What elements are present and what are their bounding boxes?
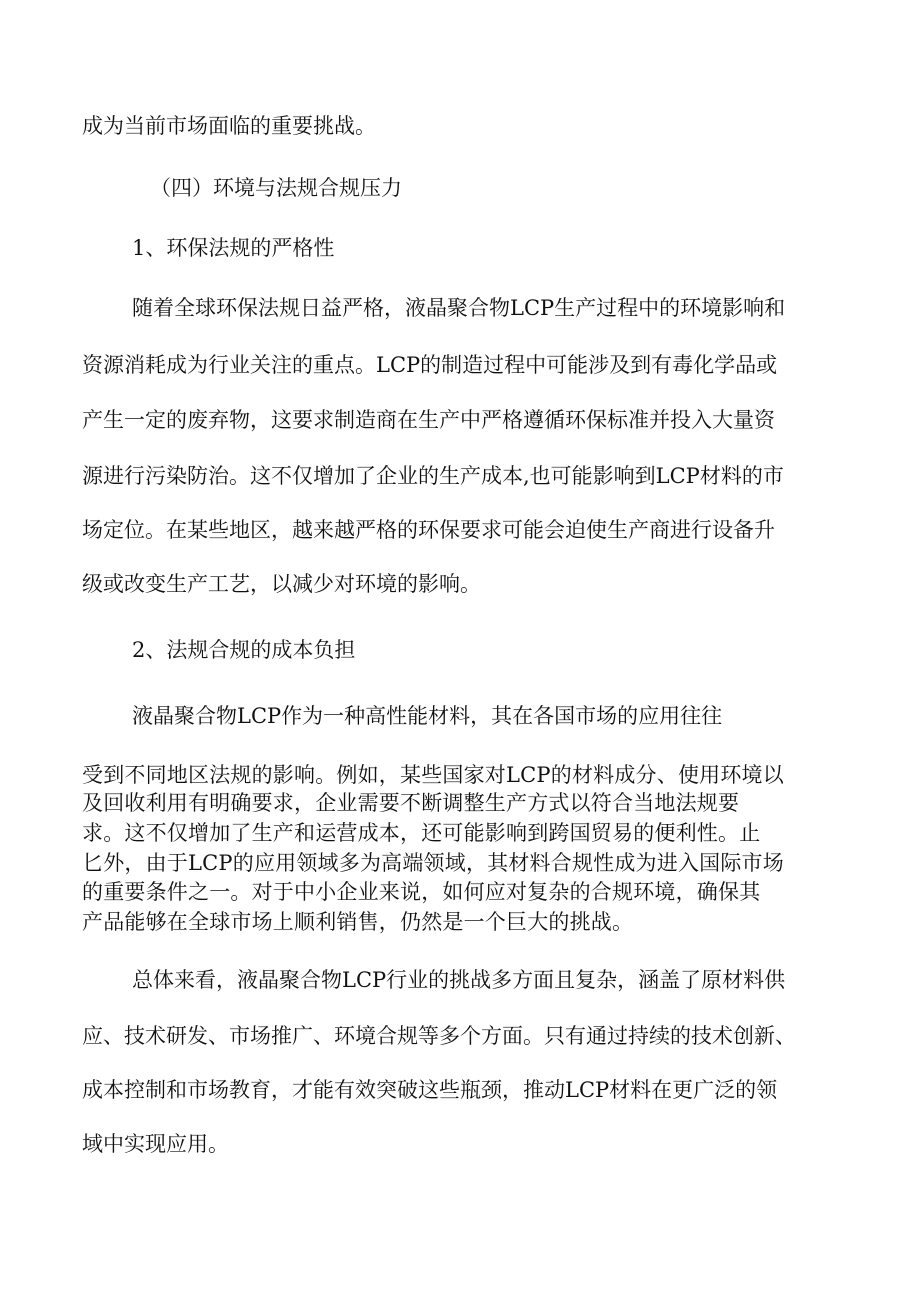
paragraph-line: 场定位。在某些地区，越来越严格的环保要求可能会迫使生产商进行设备升 — [82, 518, 775, 542]
paragraph-line: 成为当前市场面临的重要挑战。 — [82, 114, 376, 138]
paragraph-line: 液晶聚合物LCP作为一种高性能材料，其在各国市场的应用往往 — [132, 704, 723, 728]
paragraph-line: 随着全球环保法规日益严格，液晶聚合物LCP生产过程中的环境影响和 — [132, 296, 786, 320]
paragraph-line: 产生一定的废弃物，这要求制造商在生产中严格遵循环保标准并投入大量资 — [82, 408, 775, 432]
paragraph-line: 受到不同地区法规的影响。例如，某些国家对LCP的材料成分、使用环境以 — [82, 763, 784, 787]
paragraph-line: 总体来看，液晶聚合物LCP行业的挑战多方面且复杂，涵盖了原材料供 — [132, 968, 786, 992]
subsection-heading: 1、环保法规的严格性 — [132, 236, 335, 260]
paragraph-line: 求。这不仅增加了生产和运营成本，还可能影响到跨国贸易的便利性。止 — [82, 821, 761, 845]
paragraph-line: 匕外，由于LCP的应用领域多为高端领域，其材料合规性成为进入国际市场 — [82, 851, 784, 875]
paragraph-line: 域中实现应用。 — [82, 1132, 229, 1156]
paragraph-line: 应、技术研发、市场推广、环境合规等多个方面。只有通过持续的技术创新、 — [82, 1024, 796, 1048]
paragraph-line: 成本控制和市场教育，才能有效突破这些瓶颈，推动LCP材料在更广泛的领 — [82, 1078, 778, 1102]
paragraph-line: 源进行污染防治。这不仅增加了企业的生产成本,也可能影响到LCP材料的市 — [82, 464, 784, 488]
subsection-heading: 2、法规合规的成本负担 — [132, 638, 356, 662]
paragraph-line: 资源消耗成为行业关注的重点。LCP的制造过程中可能涉及到有毒化学品或 — [82, 353, 778, 377]
paragraph-line: 及回收利用有明确要求，企业需要不断调整生产方式以符合当地法规要 — [82, 791, 740, 815]
section-heading: （四）环境与法规合规压力 — [150, 176, 402, 200]
paragraph-line: 产品能够在全球市场上顺利销售，仍然是一个巨大的挑战。 — [82, 910, 634, 934]
paragraph-line: 的重要条件之一。对于中小企业来说，如何应对复杂的合规环境，确保其 — [82, 880, 761, 904]
paragraph-line: 级或改变生产工艺，以减少对环境的影响。 — [82, 572, 481, 596]
